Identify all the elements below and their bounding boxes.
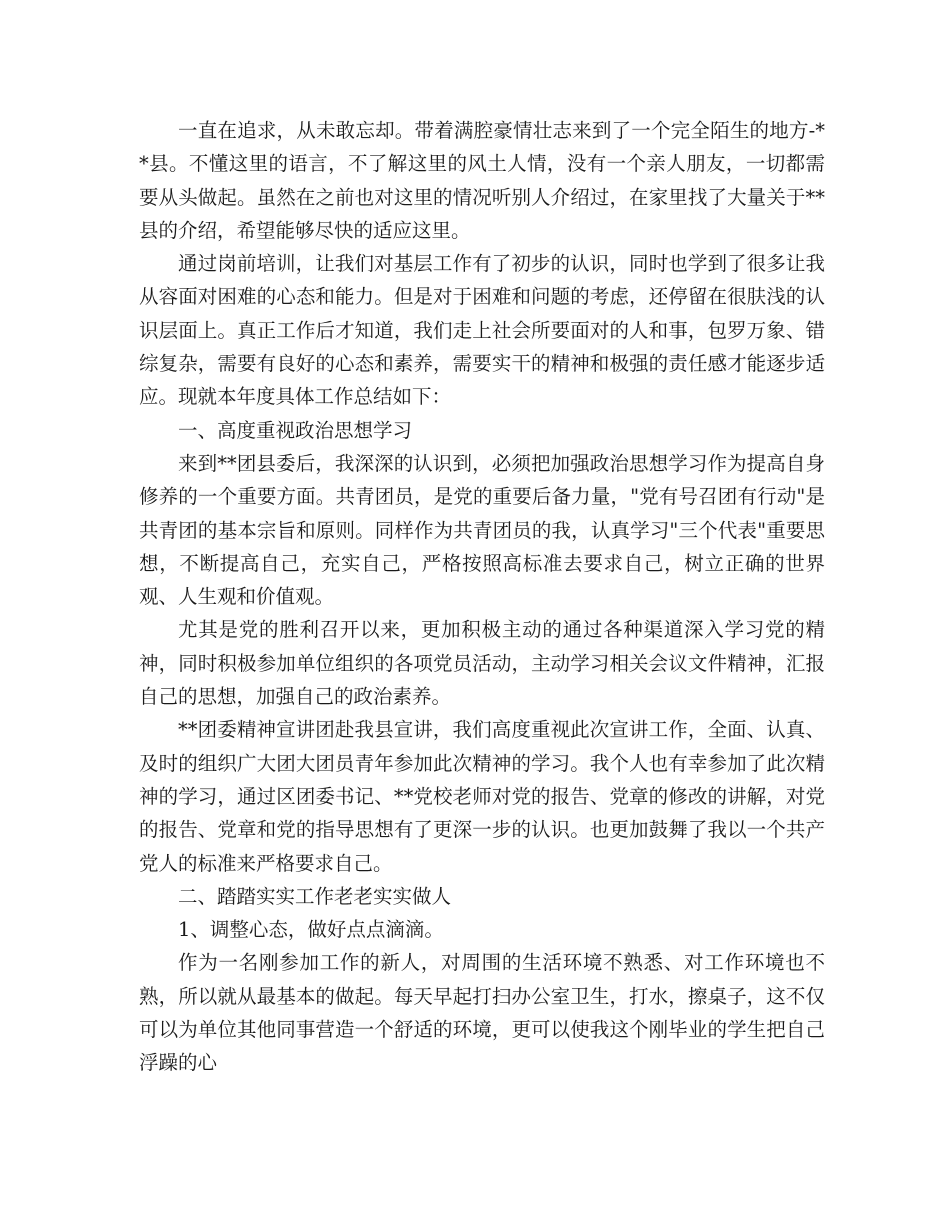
section-heading-work: 二、踏踏实实工作老老实实做人 bbox=[178, 884, 452, 908]
paragraph-intro: 一直在追求，从未敢忘却。带着满腔豪情壮志来到了一个完全陌生的地方-**县。不懂这里的语言，不了解这里的风土人情，没有一个亲人朋友，一切都需要从头做起。虽然在之前也对这里的情况听别人介绍过，在家里找了大量关于**县的介绍，希望能够尽快的适应这里。 bbox=[139, 119, 825, 242]
section-heading-political-study: 一、高度重视政治思想学习 bbox=[178, 418, 413, 442]
paragraph-training: 通过岗前培训，让我们对基层工作有了初步的认识，同时也学到了很多让我从容面对困难的心态和能力。但是对于困难和问题的考虑，还停留在很肤浅的认识层面上。真正工作后才知道，我们走上社会所要面对的人和事，包罗万象、错综复杂，需要有良好的心态和素养，需要实干的精神和极强的责任感才能逐步适应。现就本年度具体工作总结如下： bbox=[139, 252, 825, 409]
paragraph-political-study: 来到**团县委后，我深深的认识到，必须把加强政治思想学习作为提高自身修养的一个重要方面。共青团员，是党的重要后备力量，"党有号召团有行动"是共青团的基本宗旨和原则。同样作为共青团员的我，认真学习"三个代表"重要思想，不断提高自己，充实自己，严格按照高标准去要求自己，树立正确的世界观、人生观和价值观。 bbox=[139, 451, 825, 609]
paragraph-new-employee: 作为一名刚参加工作的新人，对周围的生活环境不熟悉、对工作环境也不熟，所以就从最基本的做起。每天早起打扫办公室卫生，打水，擦桌子，这不仅可以为单位其他同事营造一个舒适的环境，更可以使我这个刚毕业的学生把自己浮躁的心 bbox=[139, 951, 825, 1075]
subheading-mindset: 1、调整心态，做好点点滴滴。 bbox=[178, 918, 444, 942]
document-body bbox=[139, 114, 825, 1080]
paragraph-lecture: **团委精神宣讲团赴我县宣讲，我们高度重视此次宣讲工作，全面、认真、及时的组织广大团大团员青年参加此次精神的学习。我个人也有幸参加了此次精神的学习，通过区团委书记、**党校老师对党的报告、党章的修改的讲解，对党的报告、党章和党的指导思想有了更深一步的认识。也更加鼓舞了我以一个共产党人的标准来严格要求自己。 bbox=[139, 718, 825, 875]
paragraph-party-spirit: 尤其是党的胜利召开以来，更加积极主动的通过各种渠道深入学习党的精神，同时积极参加单位组织的各项党员活动，主动学习相关会议文件精神，汇报自己的思想，加强自己的政治素养。 bbox=[139, 618, 825, 709]
